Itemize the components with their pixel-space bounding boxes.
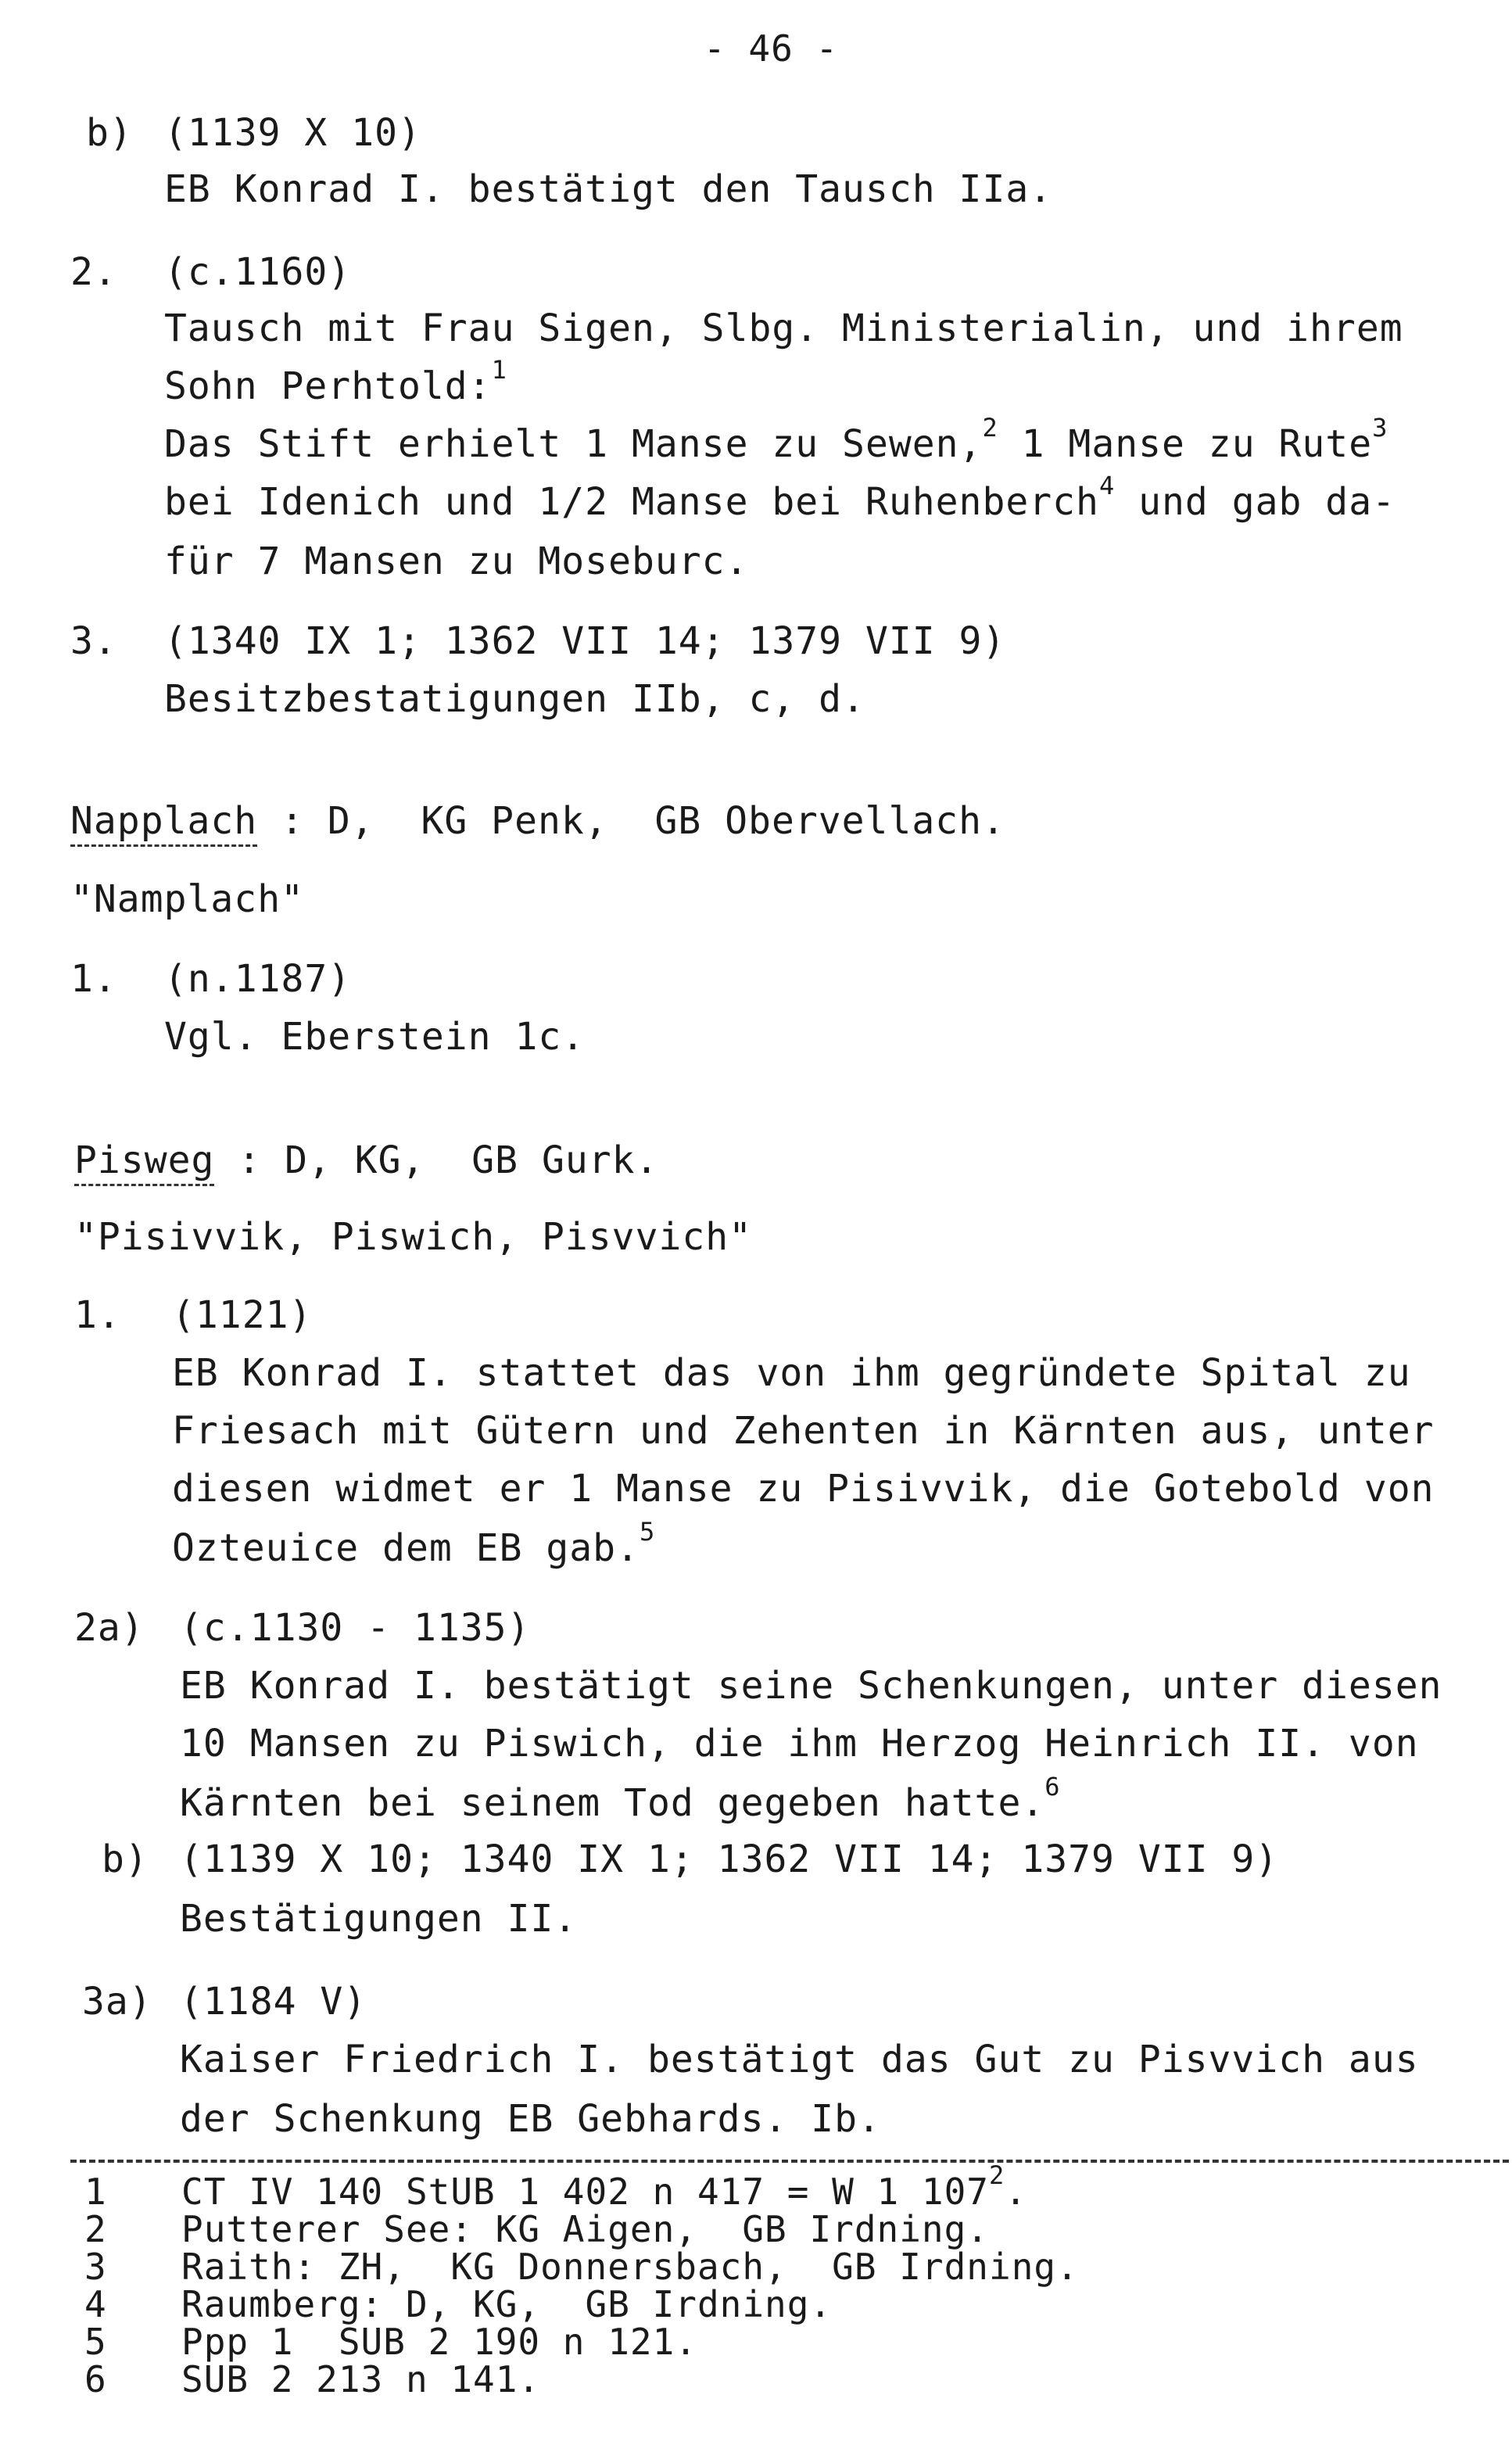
place-variants: "Pisivvik, Piswich, Pisvvich" — [74, 1215, 753, 1259]
entry-text: Friesach mit Gütern und Zehenten in Kärnten aus, unter — [172, 1409, 1435, 1453]
entry-date: (1139 X 10; 1340 IX 1; 1362 VII 14; 1379 VII 9) — [180, 1837, 1279, 1881]
entry-label: 1. — [70, 957, 117, 1001]
footnote-separator — [70, 2160, 1509, 2163]
entry-text: für 7 Mansen zu Moseburc. — [164, 540, 749, 583]
entry-text: EB Konrad I. bestätigt den Tausch IIa. — [164, 167, 1053, 211]
entry-date: (n.1187) — [164, 957, 352, 1001]
entry-text: Vgl. Eberstein 1c. — [164, 1015, 586, 1059]
entry-text: diesen widmet er 1 Manse zu Pisivvik, die Gotebold von — [172, 1467, 1435, 1511]
entry-date: (c.1130 - 1135) — [180, 1606, 531, 1650]
footnote-number: 4 — [84, 2283, 107, 2325]
footnote-ref: 2 — [982, 413, 998, 443]
entry-date: (1340 IX 1; 1362 VII 14; 1379 VII 9) — [164, 619, 1006, 663]
entry-label: b) — [86, 111, 133, 155]
footnote-number: 3 — [84, 2246, 107, 2288]
entry-text: EB Konrad I. stattet das von ihm gegründete Spital zu — [172, 1351, 1411, 1395]
entry-label: b) — [102, 1837, 149, 1881]
footnote-ref: 4 — [1098, 471, 1116, 500]
entry-text: Ozteuice dem EB gab.$^5$ — [172, 1517, 656, 1570]
footnote-number: 2 — [84, 2208, 107, 2250]
entry-date: (c.1160) — [164, 250, 352, 294]
entry-text: der Schenkung EB Gebhards. Ib. — [180, 2097, 881, 2141]
place-heading: Pisweg : D, KG, GB Gurk. — [74, 1137, 658, 1184]
entry-text: EB Konrad I. bestätigt seine Schenkungen, unter diesen — [180, 1664, 1442, 1708]
entry-label: 1. — [74, 1293, 121, 1337]
footnote-text: Putterer See: KG Aigen, GB Irdning. — [181, 2208, 989, 2250]
footnote-text: Raumberg: D, KG, GB Irdning. — [181, 2283, 833, 2325]
footnote-text: Raith: ZH, KG Donnersbach, GB Irdning. — [181, 2246, 1079, 2288]
place-heading: Napplach : D, KG Penk, GB Obervellach. — [70, 798, 1005, 844]
place-name: Pisweg — [74, 1138, 214, 1186]
page-number: - 46 - — [704, 27, 839, 70]
footnote-number: 1 — [84, 2171, 107, 2213]
place-name: Napplach — [70, 799, 257, 847]
entry-date: (1121) — [172, 1293, 313, 1337]
entry-text: Kaiser Friedrich I. bestätigt das Gut zu Pisvvich aus — [180, 2038, 1419, 2081]
footnote-ref: 3 — [1372, 413, 1388, 443]
place-variants: "Namplach" — [70, 877, 304, 921]
footnote-ref: 2 — [989, 2160, 1005, 2190]
footnote-ref: 1 — [491, 355, 507, 385]
entry-text: bei Idenich und 1/2 Manse bei Ruhenberch$^4$ und gab da- — [164, 471, 1396, 524]
footnote-text: SUB 2 213 n 141. — [181, 2358, 541, 2400]
entry-date: (1139 X 10) — [164, 111, 421, 155]
footnote-ref: 6 — [1044, 1772, 1061, 1801]
entry-label: 2a) — [74, 1606, 145, 1650]
entry-label: 3. — [70, 619, 117, 663]
footnote-text: Ppp 1 SUB 2 190 n 121. — [181, 2321, 697, 2363]
entry-label: 3a) — [82, 1980, 152, 2024]
footnote-ref: 5 — [639, 1517, 656, 1547]
entry-label: 2. — [70, 250, 117, 294]
footnote-text: CT IV 140 StUB 1 402 n 417 = W 1 $107^2$. — [181, 2160, 1027, 2213]
entry-text: Besitzbestatigungen IIb, c, d. — [164, 677, 865, 721]
entry-text: Kärnten bei seinem Tod gegeben hatte.$^6$ — [180, 1772, 1061, 1825]
entry-date: (1184 V) — [180, 1980, 367, 2024]
entry-text: Sohn Perhtold:$^1$ — [164, 355, 507, 408]
entry-text: Tausch mit Frau Sigen, Slbg. Ministerialin, und ihrem — [164, 307, 1403, 350]
entry-text: Das Stift erhielt 1 Manse zu Sewen,$^2$ 1 Manse zu Rute$^3$ — [164, 413, 1388, 466]
entry-text: 10 Mansen zu Piswich, die ihm Herzog Heinrich II. von — [180, 1722, 1419, 1766]
entry-text: Bestätigungen II. — [180, 1897, 578, 1941]
footnote-number: 6 — [84, 2358, 107, 2400]
footnote-number: 5 — [84, 2321, 107, 2363]
